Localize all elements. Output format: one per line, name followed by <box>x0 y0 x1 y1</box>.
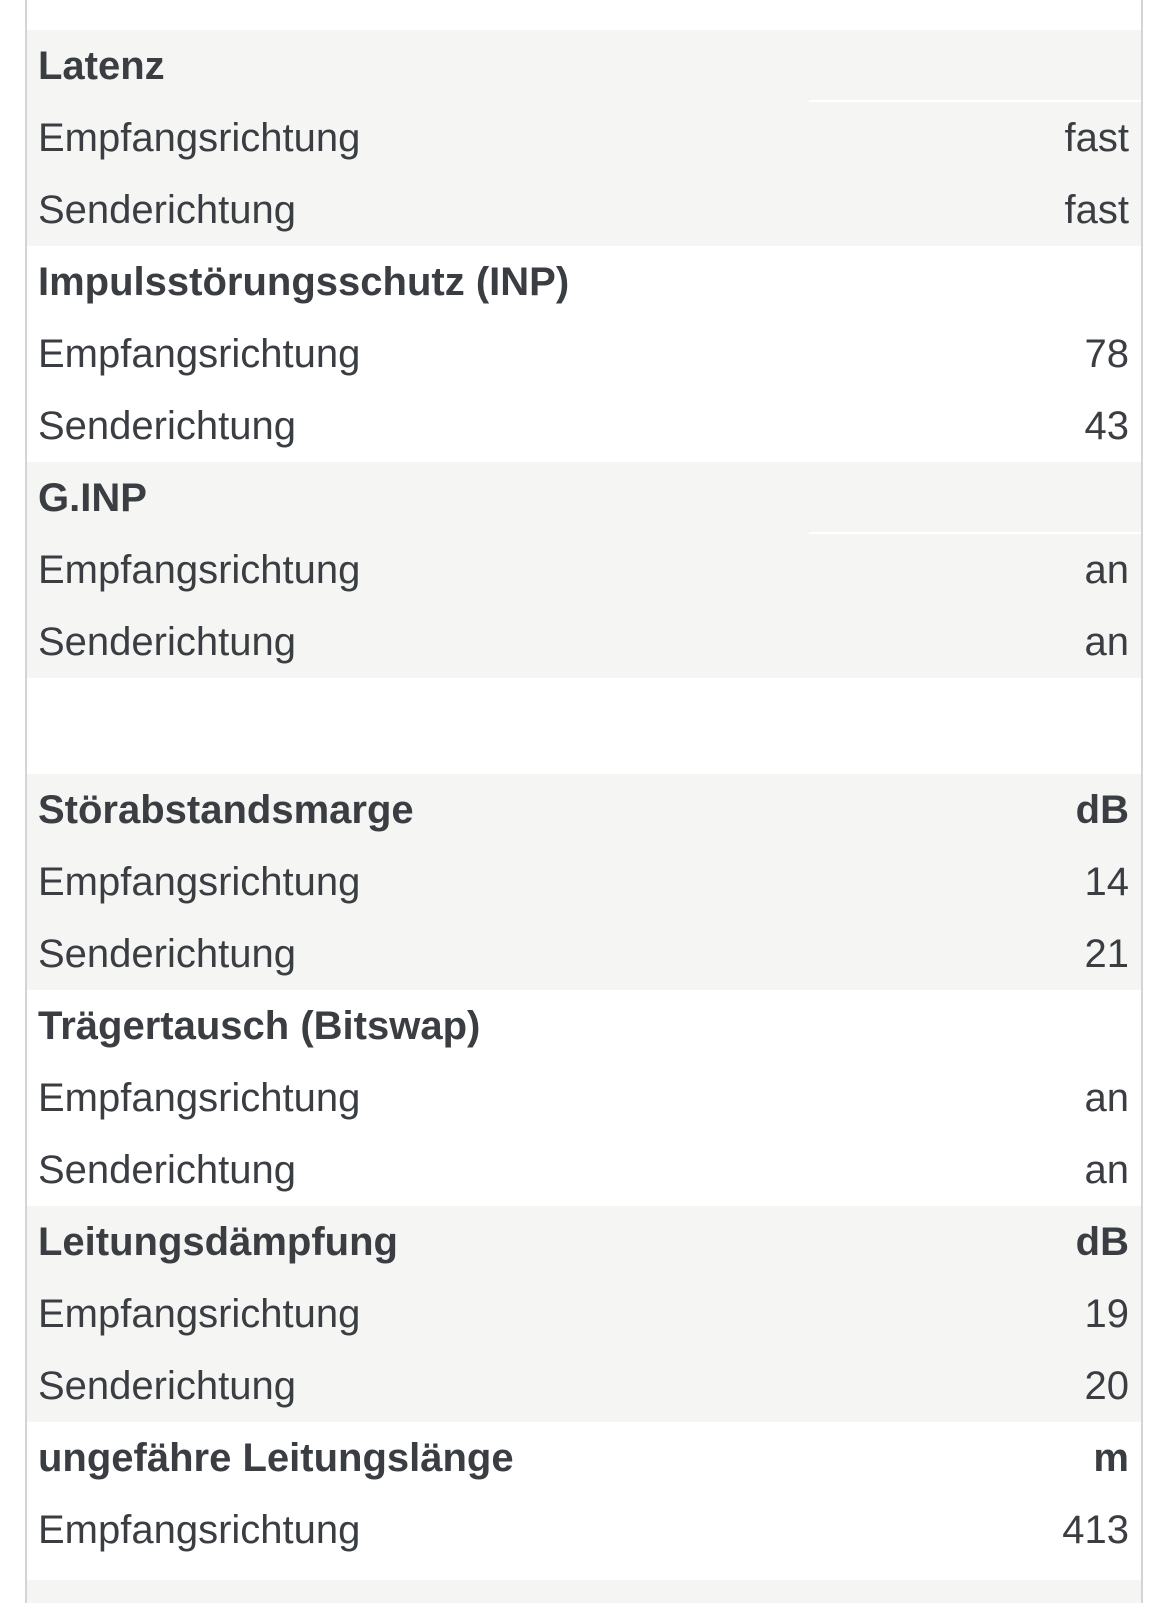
inp-tx-label: Senderichtung <box>38 404 296 448</box>
latency-rx-label: Empfangsrichtung <box>38 116 361 160</box>
bitswap-tx-value: an <box>1084 1148 1129 1192</box>
bitswap-tx-label: Senderichtung <box>38 1148 296 1192</box>
attenuation-rx-row <box>27 1278 1141 1350</box>
bitswap-tx-row <box>27 1134 1141 1206</box>
snr-tx-value: 21 <box>1084 932 1129 976</box>
inp-rx-row <box>27 318 1141 390</box>
next-row-edge <box>27 1580 1141 1603</box>
attenuation-tx-value: 20 <box>1084 1364 1129 1408</box>
line-length-rx-row <box>27 1494 1141 1566</box>
snr-rx-value: 14 <box>1084 860 1129 904</box>
snr-rx-row <box>27 846 1141 918</box>
ginp-rx-value: an <box>1084 548 1129 592</box>
bitswap-rx-value: an <box>1084 1076 1129 1120</box>
attenuation-title: Leitungsdämpfung <box>38 1220 398 1264</box>
attenuation-rx-label: Empfangsrichtung <box>38 1292 361 1336</box>
ginp-rx-row <box>27 534 1141 606</box>
attenuation-unit: dB <box>1075 1220 1129 1264</box>
latency-tx-value: fast <box>1064 188 1129 232</box>
ginp-title: G.INP <box>38 476 147 520</box>
attenuation-tx-row <box>27 1350 1141 1422</box>
attenuation-rx-value: 19 <box>1084 1292 1129 1336</box>
transmission-table <box>27 30 1141 678</box>
bitswap-header-row <box>27 990 1141 1062</box>
line-length-rx-value: 413 <box>1062 1508 1129 1552</box>
ginp-tx-row <box>27 606 1141 678</box>
bitswap-rx-row <box>27 1062 1141 1134</box>
latency-tx-label: Senderichtung <box>38 188 296 232</box>
inp-header-row <box>27 246 1141 318</box>
dsl-stats-panel <box>25 0 1143 1603</box>
latency-header-row <box>27 30 1141 102</box>
snr-tx-label: Senderichtung <box>38 932 296 976</box>
inp-title: Impulsstörungsschutz (INP) <box>38 260 570 304</box>
snr-tx-row <box>27 918 1141 990</box>
inp-tx-value: 43 <box>1084 404 1129 448</box>
snr-title: Störabstandsmarge <box>38 788 414 832</box>
ginp-tx-value: an <box>1084 620 1129 664</box>
bitswap-rx-label: Empfangsrichtung <box>38 1076 361 1120</box>
snr-unit: dB <box>1075 788 1129 832</box>
latency-title: Latenz <box>38 44 165 88</box>
line-length-unit: m <box>1093 1436 1129 1480</box>
inp-rx-label: Empfangsrichtung <box>38 332 361 376</box>
latency-rx-row <box>27 102 1141 174</box>
snr-rx-label: Empfangsrichtung <box>38 860 361 904</box>
line-length-header-row <box>27 1422 1141 1494</box>
bitswap-title: Trägertausch (Bitswap) <box>38 1004 481 1048</box>
line-length-title: ungefähre Leitungslänge <box>38 1436 514 1480</box>
attenuation-header-row <box>27 1206 1141 1278</box>
attenuation-tx-label: Senderichtung <box>38 1364 296 1408</box>
line-quality-table <box>27 774 1141 1566</box>
latency-tx-row <box>27 174 1141 246</box>
line-length-rx-label: Empfangsrichtung <box>38 1508 361 1552</box>
latency-rx-value: fast <box>1064 116 1129 160</box>
ginp-rx-label: Empfangsrichtung <box>38 548 361 592</box>
snr-header-row <box>27 774 1141 846</box>
ginp-header-row <box>27 462 1141 534</box>
inp-rx-value: 78 <box>1084 332 1129 376</box>
inp-tx-row <box>27 390 1141 462</box>
ginp-tx-label: Senderichtung <box>38 620 296 664</box>
